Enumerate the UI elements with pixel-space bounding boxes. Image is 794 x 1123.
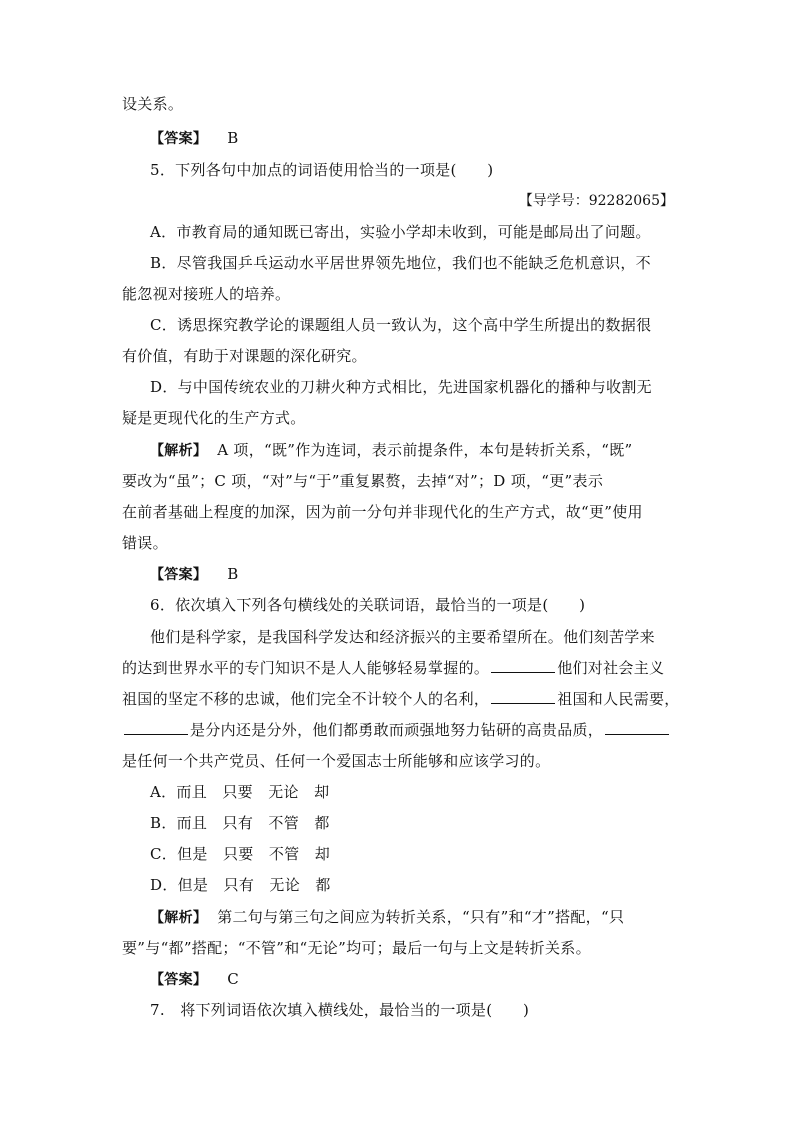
answer-line <box>150 564 674 585</box>
text-fragment: 5．下列各句中加点的词语使用恰当的一项是( ) <box>150 161 494 179</box>
analysis-cont <box>122 938 674 958</box>
text-fragment: 能忽视对接班人的培养。 <box>122 285 291 303</box>
text-fragment: C．但是 只要 不管 却 <box>150 845 331 863</box>
text-fragment: 的达到世界水平的专门知识不是人人能够轻易掌握的。 <box>122 659 490 677</box>
analysis-tag: 【解析】 <box>150 910 208 926</box>
text-fragment: D．与中国传统农业的刀耕火种方式相比，先进国家机器化的播种与收割无 <box>150 378 652 396</box>
analysis-line <box>150 907 674 928</box>
fill-blank <box>605 720 669 735</box>
answer-tag: 【答案】 <box>150 972 208 988</box>
text-fragment: 第二句与第三句之间应为转折关系，“只有”和“才”搭配，“只 <box>217 908 625 926</box>
option-b-cont <box>122 284 674 304</box>
text-fragment: 是任何一个共产党员、任何一个爱国志士所能够和应该学习的。 <box>122 752 551 770</box>
text-fragment: 有价值，有助于对课题的深化研究。 <box>122 347 367 365</box>
text-fragment: D．但是 只有 无论 都 <box>150 876 331 894</box>
text-fragment: 错误。 <box>122 534 168 552</box>
option-c <box>150 844 674 864</box>
answer-value: C <box>227 970 239 988</box>
option-d-cont <box>122 408 674 428</box>
text-line <box>122 94 674 114</box>
text-fragment: 要改为“虽”；C 项，“对”与“于”重复累赘，去掉“对”；D 项，“更”表示 <box>122 472 604 490</box>
text-fragment: 在前者基础上程度的加深，因为前一分句并非现代化的生产方式，故“更”使用 <box>122 503 643 521</box>
text-fragment: 祖国和人民需要， <box>557 690 680 708</box>
option-b <box>150 253 674 273</box>
text-fragment: B．而且 只有 不管 都 <box>150 814 330 832</box>
analysis-cont <box>122 471 674 491</box>
text-fragment: 祖国的坚定不移的忠诚，他们完全不计较个人的名利， <box>122 690 490 708</box>
passage-line <box>122 751 674 771</box>
answer-tag: 【答案】 <box>150 567 208 583</box>
option-b <box>150 813 674 833</box>
passage-line <box>122 658 674 678</box>
text-fragment: A．而且 只要 无论 却 <box>150 783 330 801</box>
text-fragment: 他们是科学家，是我国科学发达和经济振兴的主要希望所在。他们刻苦学来 <box>150 628 655 646</box>
text-fragment: 是分内还是分外，他们都勇敢而顽强地努力钻研的高贵品质， <box>190 721 604 739</box>
question-6 <box>150 595 674 615</box>
fill-blank <box>124 720 188 735</box>
answer-tag: 【答案】 <box>150 131 208 147</box>
analysis-cont <box>122 533 674 553</box>
option-a <box>150 222 674 242</box>
text-fragment: C．诱思探究教学论的课题组人员一致认为，这个高中学生所提出的数据很 <box>150 316 652 334</box>
option-c <box>150 315 674 335</box>
passage-line <box>150 627 674 647</box>
option-c-cont <box>122 346 674 366</box>
guide-number: 【导学号：92282065】 <box>518 193 674 209</box>
question-5 <box>150 160 674 180</box>
option-a <box>150 782 674 802</box>
text-fragment: 7. 将下列词语依次填入横线处，最恰当的一项是( ) <box>150 1001 530 1019</box>
question-7 <box>150 1000 674 1020</box>
analysis-line <box>150 440 674 461</box>
text-fragment: A 项，“既”作为连词，表示前提条件，本句是转折关系，“既” <box>217 441 633 459</box>
option-d <box>150 875 674 895</box>
answer-value: B <box>227 129 239 147</box>
answer-value: B <box>227 565 239 583</box>
option-d <box>150 377 674 397</box>
fill-blank <box>491 689 555 704</box>
text-fragment: 他们对社会主义 <box>557 659 665 677</box>
passage-line <box>122 720 674 740</box>
text-fragment: A．市教育局的通知既已寄出，实验小学却未收到，可能是邮局出了问题。 <box>150 223 651 241</box>
passage-line <box>122 689 680 709</box>
answer-line <box>150 969 674 990</box>
text-fragment: 设关系。 <box>122 95 184 113</box>
analysis-cont <box>122 502 674 522</box>
text-fragment: B．尽管我国乒乓运动水平居世界领先地位，我们也不能缺乏危机意识，不 <box>150 254 651 272</box>
answer-line <box>150 128 674 149</box>
text-fragment: 疑是更现代化的生产方式。 <box>122 409 306 427</box>
fill-blank <box>491 658 555 673</box>
analysis-tag: 【解析】 <box>150 443 208 459</box>
text-fragment: 6．依次填入下列各句横线处的关联词语，最恰当的一项是( ) <box>150 596 586 614</box>
text-fragment: 要”与“都”搭配；“不管”和“无论”均可；最后一句与上文是转折关系。 <box>122 939 591 957</box>
